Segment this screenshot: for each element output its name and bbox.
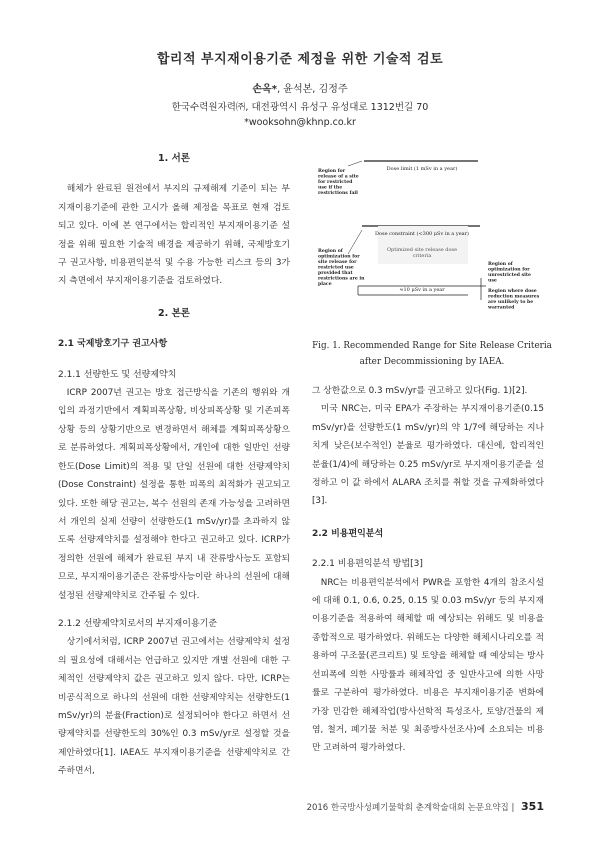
label-restricted-fail-5: restrictions fail bbox=[318, 191, 358, 196]
section-heading-body: 2. 본론 bbox=[158, 307, 190, 319]
page-footer: 2016 한국방사성폐기물학회 춘계학술대회 논문요약집 | 351 bbox=[306, 800, 544, 813]
label-restricted-opt-4: restricted use bbox=[318, 265, 354, 271]
low-dose-label: ≈10 μSv in a year bbox=[399, 287, 445, 293]
label-restricted-fail-3: for restricted bbox=[318, 180, 353, 185]
page-number: 351 bbox=[521, 800, 544, 813]
dose-constraint-label: Dose constraint (<300 μSv in a year) bbox=[375, 231, 469, 237]
label-unrestricted-opt-2: optimization for bbox=[488, 267, 530, 273]
subsubsection-heading-2-1-1: 2.1.1 선량한도 및 선량제약치 bbox=[58, 369, 177, 380]
label-no-reduction-2: reduction measures bbox=[488, 294, 540, 300]
figure-caption: Fig. 1. Recommended Range for Site Release Criteria after Decommissioning by IAEA. bbox=[312, 341, 552, 367]
optimized-criteria-label-1: Optimized site release dose bbox=[386, 247, 458, 253]
label-restricted-opt-7: place bbox=[318, 282, 332, 287]
affiliation: 한국수력원자력㈜, 대전광역시 유성구 유성대로 1312번길 70 bbox=[171, 102, 429, 113]
email: *wooksohn@khnp.co.kr bbox=[244, 117, 356, 128]
left-column bbox=[58, 150, 290, 781]
label-no-reduction-1: Region where dose bbox=[488, 289, 537, 294]
corresponding-author: 손옥* bbox=[252, 84, 277, 95]
authors bbox=[0, 80, 600, 95]
label-restricted-fail-1: Region for bbox=[318, 169, 346, 174]
paragraph-2-2-1: NRC는 비용편익분석에서 PWR을 포함한 4개의 참조시설에 대해 0.1, 0.6, 0.25, 0.15 및 0.03 mSv/yr 등의 부지재이용기준을 적용하여 해체할 때 예상되는 위해도 및 비용을 종합적으로 평가하였다. 위해도는 다양한 해체시나리오를 적용하여 구조물(콘크리트) 및 토양을 해체할 때 예상되는 방사선피폭에 의한 사망률과 해체작업 중 일반사고에 의한 사망률로 구분하여 평가하였다. 비용은 부지재이용기준 변화에 가장 민감한 해체작업(방사선학적 특성조사, 토양/건물의 제염, 철거, 폐기물 처분 및 최종방사선조사)에 소요되는 비용만 고려하여 평가하였다. bbox=[312, 577, 544, 754]
paper-title: 합리적 부지재이용기준 제정을 위한 기술적 검토 bbox=[156, 52, 444, 67]
label-unrestricted-opt-4: use bbox=[488, 278, 497, 284]
label-restricted-fail-2: release of a site bbox=[318, 174, 359, 180]
subsubsection-heading-2-1-2: 2.1.2 선량제약치로서의 부지재이용기준 bbox=[58, 618, 218, 629]
label-no-reduction-4: warranted bbox=[488, 305, 515, 311]
label-restricted-opt-5: provided that bbox=[318, 271, 353, 276]
paragraph-2-1-1: ICRP 2007년 권고는 방호 접근방식을 기존의 행위와 개입의 과정기반에서 계획피폭상황, 비상피폭상황 및 기존피폭상황 등의 상황기반으로 변경하면서 해체를 계획피폭상황으로 분류하였다. 계획피폭상황에서, 개인에 대한 일반인 선량한도(Dose Limit)의 적용 및 단일 선원에 대한 선량제약치(Dose Constraint) 설정을 통한 피폭의 최적화가 권고되고 있다. 또한 해당 권고는, 복수 선원의 존재 가능성을 고려하면서 개인의 실제 선량이 선량한도(1 mSv/yr)를 초과하지 않도록 선량제약치를 설정해야 한다고 권고하고 있다. ICRP가 정의한 선원에 해체가 완료된 부지 내 잔류방사능도 포함되므로, 부지재이용기준은 잔류방사능이란 하나의 선원에 대해 설정된 선량제약치로 간주될 수 있다. bbox=[58, 388, 290, 601]
figure-diagram bbox=[318, 158, 543, 318]
dose-limit-label: Dose limit (1 mSv in a year) bbox=[386, 166, 458, 172]
label-restricted-opt-1: Region of bbox=[318, 249, 343, 254]
optimized-criteria-label-2: criteria bbox=[412, 253, 432, 259]
continued-text: 그 상한값으로 0.3 mSv/yr를 권고하고 있다(Fig. 1)[2]. bbox=[312, 386, 528, 396]
label-unrestricted-opt-3: unrestricted site bbox=[488, 273, 531, 278]
paragraph-nrc: 미국 NRC는, 미국 EPA가 주장하는 부지재이용기준(0.15 mSv/yr)을 선량한도(1 mSv/yr)의 약 1/7에 해당하는 지나치게 낮은(보수적인) 분율로 평가하였다. 대신에, 합리적인 분율(1/4)에 해당하는 0.25 mSv/yr로 부지재이용기준을 설정하고 이 값 하에서 ALARA 조치를 취할 것을 규제화하였다[3]. bbox=[312, 404, 544, 507]
iaea-dose-range-figure bbox=[318, 158, 543, 318]
label-restricted-opt-3: site release for bbox=[318, 260, 357, 265]
section-heading-intro: 1. 서론 bbox=[158, 153, 190, 164]
subsection-heading-2-1: 2.1 국제방호기구 권고사항 bbox=[58, 339, 168, 350]
co-authors: , 윤석본, 김정주 bbox=[276, 84, 348, 95]
subsubsection-heading-2-2-1: 2.2.1 비용편익분석 방법[3] bbox=[312, 559, 423, 570]
label-restricted-fail-4: use if the bbox=[318, 185, 343, 191]
subsection-heading-2-2: 2.2 비용편익분석 bbox=[312, 528, 384, 539]
footer-text: 2016 한국방사성폐기물학회 춘계학술대회 논문요약집 bbox=[306, 803, 509, 813]
paragraph-2-1-2: 상기에서처럼, ICRP 2007년 권고에서는 선량제약치 설정의 필요성에 대해서는 언급하고 있지만 개별 선원에 대한 구체적인 선량제약치 값은 권고하고 있지 않다. 다만, ICRP는 비공식적으로 하나의 선원에 대한 선량제약치는 선량한도(1 mSv/yr)의 분율(Fraction)로 설정되어야 한다고 하면서 선량제약치를 선량한도의 30%인 0.3 mSv/yr로 설정할 것을 제안하였다[1]. IAEA도 부지재이용기준을 선량제약치로 간주하면서, bbox=[58, 637, 290, 777]
label-unrestricted-opt-1: Region of bbox=[488, 262, 513, 267]
intro-paragraph: 해체가 완료된 원전에서 부지의 규제해제 기준이 되는 부지재이용기준에 관한 고시가 올해 제정을 목표로 현재 검토되고 있다. 이에 본 연구에서는 합리적인 부지재이용기준 설정을 위해 필요한 기술적 배경을 제공하기 위해, 국제방호기구 권고사항, 비용편익분석 및 수용 가능한 리스크 등의 3가지 측면에서 부지재이용기준을 검토하였다. bbox=[58, 184, 290, 287]
label-no-reduction-3: are unlikely to be bbox=[488, 300, 534, 305]
right-column bbox=[312, 382, 544, 758]
label-restricted-opt-2: optimization for bbox=[318, 254, 360, 260]
label-restricted-opt-6: restrictions are in bbox=[318, 276, 365, 282]
